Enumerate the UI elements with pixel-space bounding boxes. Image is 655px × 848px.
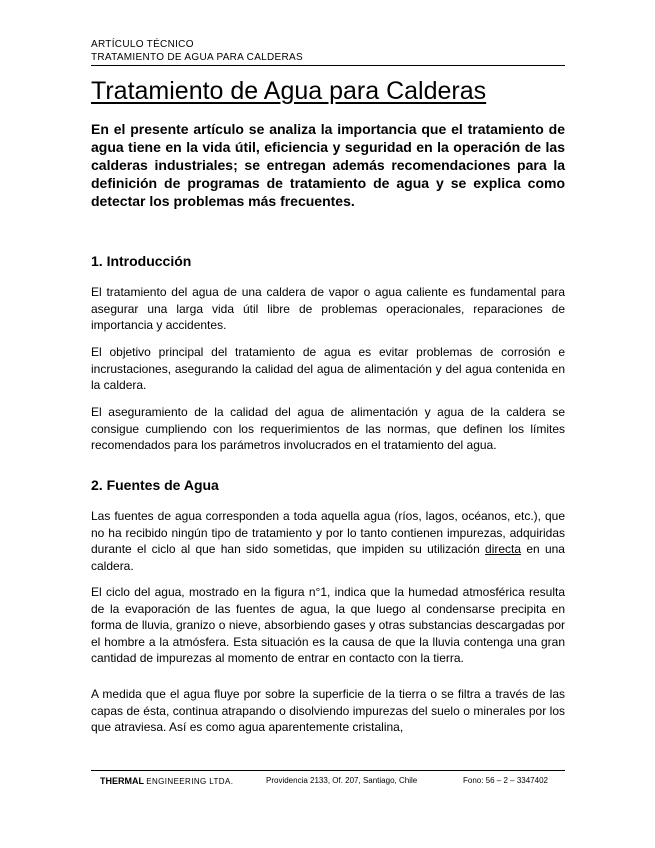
article-abstract: En el presente artículo se analiza la importancia que el tratamiento de agua tiene en la vida útil, eficiencia y seguridad en la operación de las calderas industriales; se entregan además recomendaciones para la definición de programas de tratamiento de agua y se explica como detectar los problemas más frecuentes.	[91, 121, 565, 209]
section-1-paragraph-3: El aseguramiento de la calidad del agua de alimentación y agua de la caldera se consigue cumpliendo con los requerimientos de las normas, que definen los límites recomendados para los parámetros involucrados en el tratamiento del agua.	[91, 405, 565, 452]
section-2-heading: 2. Fuentes de Agua	[91, 477, 219, 493]
header-subject: TRATAMIENTO DE AGUA PARA CALDERAS	[91, 52, 303, 63]
section-2-paragraph-3: A medida que el agua fluye por sobre la superficie de la tierra o se filtra a través de las capas de ésta, continua atrapando o disolviendo impurezas del suelo o minerales por los que atraviesa. Así es como agua aparentemente cristalina,	[91, 687, 565, 734]
footer-phone: Fono: 56 – 2 – 3347402	[463, 776, 548, 785]
underlined-word: directa	[485, 542, 522, 556]
footer-divider	[91, 770, 565, 771]
section-1-paragraph-2: El objetivo principal del tratamiento de agua es evitar problemas de corrosión e incrustaciones, asegurando la calidad del agua de alimentación y del agua contenida en la caldera.	[91, 345, 565, 392]
header-category: ARTÍCULO TÉCNICO	[91, 39, 194, 50]
section-2-paragraph-2: El ciclo del agua, mostrado en la figura n°1, indica que la humedad atmosférica resulta de la evaporación de las fuentes de agua, la que luego al condensarse precipita en forma de lluvia, granizo o nieve, absorbiendo gases y otras substancias descargadas por el hombre a la atmósfera. Esta situación es la causa de que la lluvia contenga una gran cantidad de impurezas al momento de entrar en contacto con la tierra.	[91, 585, 565, 665]
paragraph-text: en una caldera.	[91, 542, 565, 573]
paragraph-text: Las fuentes de agua corresponden a toda aquella agua (ríos, lagos, océanos, etc.), que no ha recibido ningún tipo de tratamiento y por lo tanto contienen impurezas, adquiridas durante el ciclo al que han sido sometidas, que impiden su utilización	[91, 509, 565, 556]
section-2-paragraph-1	[91, 508, 565, 574]
footer-address: Providencia 2133, Of. 207, Santiago, Chile	[266, 776, 418, 785]
page-footer	[100, 776, 560, 787]
article-title: Tratamiento de Agua para Calderas	[91, 77, 487, 105]
section-1-heading: 1. Introducción	[91, 253, 192, 269]
footer-company: ENGINEERING LTDA.	[146, 777, 234, 786]
page-header	[91, 38, 565, 66]
footer-brand: THERMAL	[100, 776, 144, 786]
section-1-paragraph-1: El tratamiento del agua de una caldera de vapor o agua caliente es fundamental para asegurar una larga vida útil libre de problemas operacionales, reparaciones de importancia y accidentes.	[91, 285, 565, 332]
